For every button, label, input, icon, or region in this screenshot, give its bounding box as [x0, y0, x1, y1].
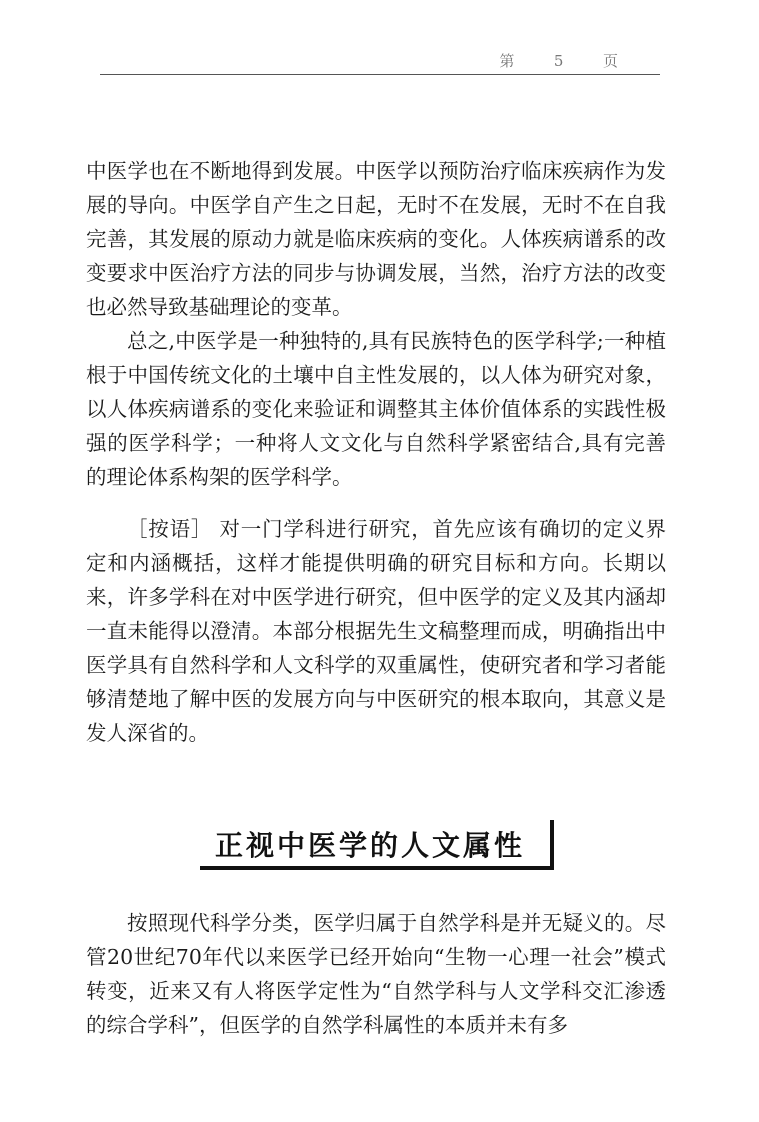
paragraph-continuation: 中医学也在不断地得到发展。中医学以预防治疗临床疾病作为发展的导向。中医学自产生之日起，无时不在发展，无时不在自我完善，其发展的原动力就是临床疾病的变化。人体疾病谱系的改变要求中医治疗方法的同步与协调发展，当然，治疗方法的改变也必然导致基础理论的变革。 [86, 159, 666, 319]
page-number: 第 5 页 [499, 52, 628, 70]
editor-note [86, 512, 666, 750]
section-title-frame [200, 820, 554, 870]
editor-note-text: ［按语］ 对一门学科进行研究，首先应该有确切的定义界定和内涵概括，这样才能提供明确的研究目标和方向。长期以来，许多学科在对中医学进行研究，但中医学的定义及其内涵却一直未能得以澄清。本部分根据先生文稿整理而成，明确指出中医学具有自然科学和人文科学的双重属性，使研究者和学习者能够清楚地了解中医的发展方向与中医研究的根本取向，其意义是发人深省的。 [86, 517, 666, 745]
main-text [86, 154, 666, 494]
paragraph-summary: 总之,中医学是一种独特的,具有民族特色的医学科学;一种植根于中国传统文化的土壤中自主性发展的，以人体为研究对象，以人体疾病谱系的变化来验证和调整其主体价值体系的实践性极强的医学科学；一种将人文文化与自然科学紧密结合,具有完善的理论体系构架的医学科学。 [86, 329, 666, 489]
page-header [100, 48, 660, 75]
section-paragraph: 按照现代科学分类，医学归属于自然学科是并无疑义的。尽管20世纪70年代以来医学已经开始向“生物一心理一社会”模式转变，近来又有人将医学定性为“自然学科与人文学科交汇渗透的综合学科”，但医学的自然学科属性的本质并未有多 [86, 911, 666, 1037]
section-body [86, 906, 666, 1042]
section-title: 正视中医学的人文属性 [214, 829, 525, 862]
